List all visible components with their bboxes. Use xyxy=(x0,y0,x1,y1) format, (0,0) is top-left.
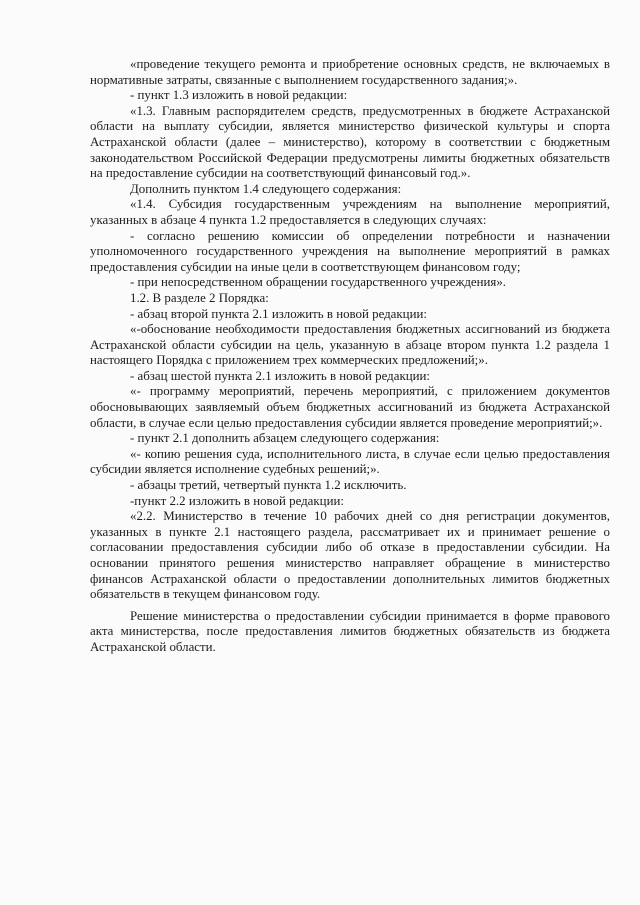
paragraph: - согласно решению комиссии об определении потребности и назначении уполномоченного государственного учреждения на выполнение мероприятий в рамках предоставления субсидии на иные цели в соответствующем финансовом году; xyxy=(90,228,610,274)
paragraph: - абзац второй пункта 2.1 изложить в новой редакции: xyxy=(130,306,427,321)
paragraph: - пункт 1.3 изложить в новой редакции: xyxy=(130,88,348,103)
paragraph: «- копию решения суда, исполнительного листа, в случае если целью предоставления субсидии является исполнение судебных решений;». xyxy=(90,446,610,477)
paragraph: Решение министерства о предоставлении субсидии принимается в форме правового акта министерства, после предоставления лимитов бюджетных обязательств из бюджета Астраханской области. xyxy=(90,608,610,654)
paragraph: «проведение текущего ремонта и приобретение основных средств, не включаемых в нормативные затраты, связанные с выполнением государственного задания;». xyxy=(90,57,610,87)
paragraph: «1.4. Субсидия государственным учреждениям на выполнение мероприятий, указанных в абзаце 4 пункта 1.2 предоставляется в следующих случаях: xyxy=(90,197,610,227)
paragraph: Дополнить пунктом 1.4 следующего содержания: xyxy=(130,181,402,196)
paragraph: «-обоснование необходимости предоставления бюджетных ассигнований из бюджета Астраханской области субсидии на цель, указанную в абзаце втором пункта 1.2 раздела 1 настоящего Порядка с приложением трех коммерческих предложений;». xyxy=(90,322,610,368)
paragraph: «1.3. Главным распорядителем средств, предусмотренных в бюджете Астраханской области на выплату субсидии, является министерство физической культуры и спорта Астраханской области (далее – министерство), которому в соответствии с бюджетным законодательством Российской Федерации предусмотрены лимиты бюджетных обязательств на предоставление субсидии на соответствующий финансовый год.». xyxy=(90,103,610,181)
paragraph: - абзацы третий, четвертый пункта 1.2 исключить. xyxy=(130,478,407,493)
paragraph: - пункт 2.1 дополнить абзацем следующего содержания: xyxy=(130,431,440,446)
document-body xyxy=(90,57,610,656)
paragraph: «- программу мероприятий, перечень мероприятий, с приложением документов обосновывающих заявляемый объем бюджетных ассигнований из бюджета Астраханской области, в случае если целью предоставления субсидии является проведение мероприятий;». xyxy=(90,384,610,430)
paragraph: «2.2. Министерство в течение 10 рабочих дней со дня регистрации документов, указанных в пункте 2.1 настоящего раздела, рассматривает их и принимает решение о согласовании предоставления субсидии либо об отказе в предоставлении субсидии. На основании принятого решения министерство направляет обращение в министерство финансов Астраханской области о предоставлении дополнительных лимитов бюджетных обязательств в текущем финансовом году. xyxy=(90,509,610,602)
paragraph: - абзац шестой пункта 2.1 изложить в новой редакции: xyxy=(130,368,430,383)
paragraph: - при непосредственном обращении государственного учреждения». xyxy=(130,275,507,290)
paragraph: 1.2. В разделе 2 Порядка: xyxy=(130,290,269,305)
paragraph: -пункт 2.2 изложить в новой редакции: xyxy=(130,493,344,508)
